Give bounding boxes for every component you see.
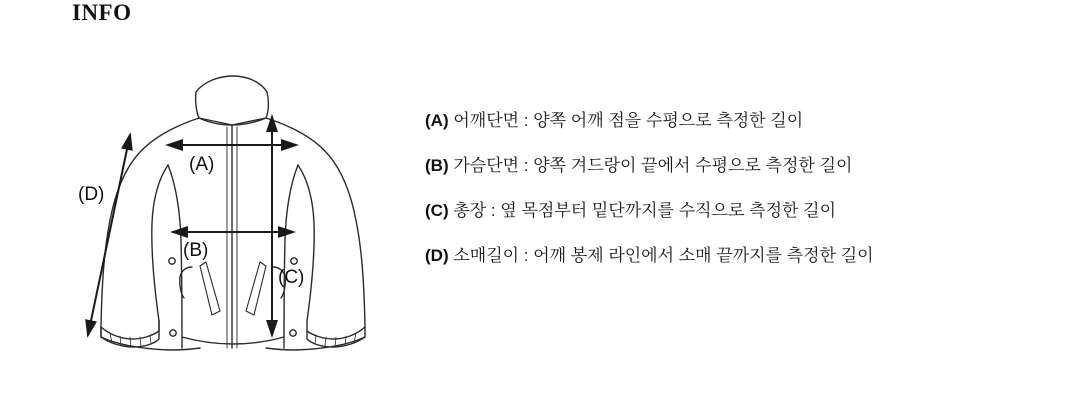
label-c: (C) — [278, 267, 305, 288]
measurement-legend — [425, 110, 1045, 268]
legend-item-a — [425, 110, 1045, 133]
page-title: INFO — [72, 0, 132, 25]
measurement-arrows — [88, 117, 296, 335]
legend-key-d: (D) — [425, 245, 449, 265]
legend-key-b: (B) — [425, 155, 449, 175]
jacket-illustration — [60, 45, 400, 385]
garment-outline — [101, 76, 365, 350]
jacket-measurement-diagram — [60, 45, 400, 385]
legend-text-d: 소매길이 : 어깨 봉제 라인에서 소매 끝까지를 측정한 길이 — [453, 245, 874, 265]
legend-item-b — [425, 155, 1045, 178]
legend-text-a: 어깨단면 : 양쪽 어깨 점을 수평으로 측정한 길이 — [453, 111, 804, 130]
arrow-sleeve-d — [88, 135, 130, 335]
legend-key-c: (C) — [425, 200, 449, 220]
label-d: (D) — [78, 184, 105, 205]
legend-key-a: (A) — [425, 111, 449, 130]
legend-text-c: 총장 : 옆 목점부터 밑단까지를 수직으로 측정한 길이 — [453, 200, 836, 220]
label-b: (B) — [183, 240, 209, 261]
label-a: (A) — [189, 154, 215, 175]
legend-item-c — [425, 200, 1045, 223]
legend-text-b: 가슴단면 : 양쪽 겨드랑이 끝에서 수평으로 측정한 길이 — [453, 155, 853, 175]
legend-item-d — [425, 245, 1045, 268]
